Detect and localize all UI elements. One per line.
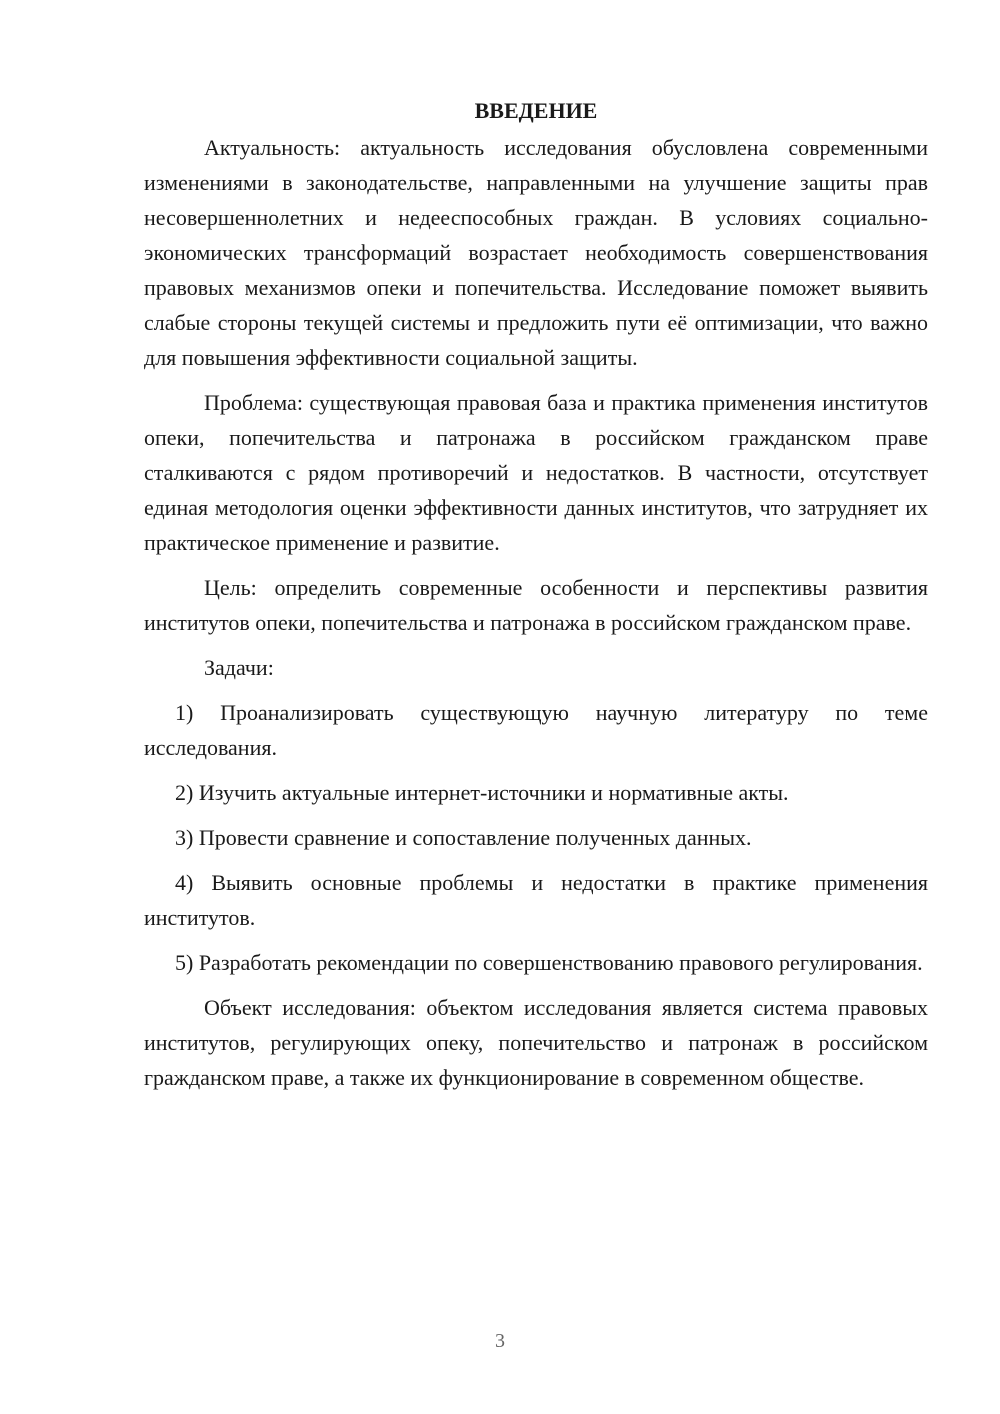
paragraph-relevance: Актуальность: актуальность исследования обусловлена современными изменениями в законодательстве, направленными на улучшение защиты прав несовершеннолетних и недееспособных граждан. В условиях социально-экономических трансформаций возрастает необходимость совершенствования правовых механизмов опеки и попечительства. Исследование поможет выявить слабые стороны текущей системы и предложить пути её оптимизации, что важно для повышения эффективности социальной защиты. <box>144 135 928 370</box>
page-number: 3 <box>495 1330 505 1352</box>
task-item: 2) Изучить актуальные интернет-источники и нормативные акты. <box>175 780 789 805</box>
paragraph-tasks-heading: Задачи: <box>204 655 274 680</box>
paragraph-goal: Цель: определить современные особенности и перспективы развития институтов опеки, попечительства и патронажа в российском гражданском праве. <box>144 575 928 635</box>
page-title: ВВЕДЕНИЕ <box>474 98 598 123</box>
task-item: 1) Проанализировать существующую научную литературу по теме исследования. <box>144 700 928 760</box>
task-item: 3) Провести сравнение и сопоставление полученных данных. <box>175 825 752 850</box>
paragraph-object: Объект исследования: объектом исследования является система правовых институтов, регулирующих опеку, попечительство и патронаж в российском гражданском праве, а также их функционирование в современном обществе. <box>144 995 928 1090</box>
task-item: 5) Разработать рекомендации по совершенствованию правового регулирования. <box>175 950 923 975</box>
task-item: 4) Выявить основные проблемы и недостатки в практике применения институтов. <box>144 870 928 930</box>
paragraph-problem: Проблема: существующая правовая база и практика применения институтов опеки, попечительства и патронажа в российском гражданском праве сталкиваются с рядом противоречий и недостатков. В частности, отсутствует единая методология оценки эффективности данных институтов, что затрудняет их практическое применение и развитие. <box>144 390 928 555</box>
